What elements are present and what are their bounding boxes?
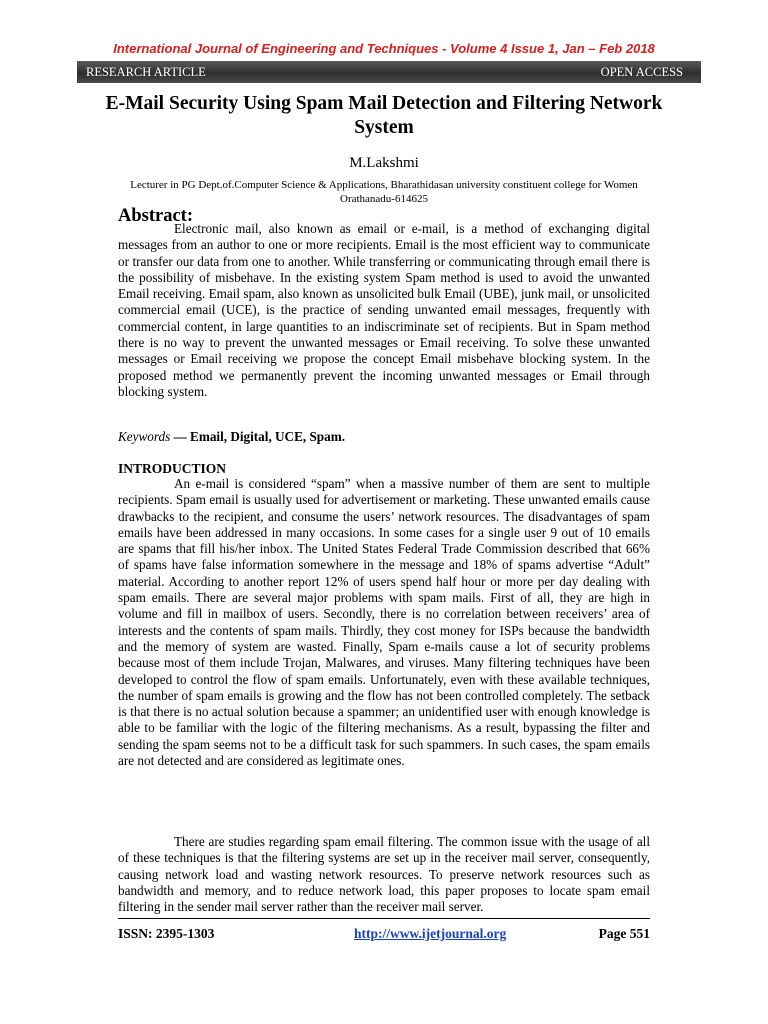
author-name: M.Lakshmi	[349, 155, 419, 171]
introduction-text-1: An e-mail is considered “spam” when a massive number of them are sent to multiple recipients. Spam email is usually used for advertisement or marketing. These unwanted emails cause drawbacks to the recipient, and consume the users’ network resources. The disadvantages of spam emails have been addressed in many occasions. In some cases for a single user 9 out of 10 emails are spams that fill his/her inbox. The United States Federal Trade Commission described that 66% of spams have false information somewhere in the message and 18% of spams advertise “Adult” material. According to another report 12% of users spend half hour or more per day dealing with spam emails. There are several major problems with spam mails. First of all, they are high in volume and fill in mailbox of users. Secondly, there is no correlation between receivers’ area of interests and the contents of spam mails. Thirdly, they cost money for ISPs because the bandwidth and the memory of system are wasted. Finally, Spam e-mails cause a lot of security problems because most of them include Trojan, Malwares, and viruses. Many filtering techniques have been developed to control the flow of spam emails. Unfortunately, even with these available techniques, the number of spam emails is growing and the flow has not been controlled completely. The setback is that there is no actual solution because a spammer; an unidentified user with enough knowledge is able to be familiar with the logic of the filtering mechanisms. As a result, bypassing the filter and sending the spam seems not to be a difficult task for such spammers. In such cases, the spam emails are not detected and are considered as legitimate ones.	[118, 476, 650, 769]
research-article-label: RESEARCH ARTICLE	[86, 65, 206, 79]
introduction-heading: INTRODUCTION	[118, 461, 227, 476]
introduction-paragraph-1	[118, 476, 650, 769]
article-type-band	[77, 61, 701, 83]
abstract-text: Electronic mail, also known as email or e-mail, is a method of exchanging digital messages from an author to one or more recipients. Email is the most efficient way to communicate or transfer our data from one to another. While transferring or communicating through email there is the possibility of misbehave. In the existing system Spam method is used to avoid the unwanted Email receiving. Email spam, also known as unsolicited bulk Email (UBE), junk mail, or unsolicited commercial email (UCE), is the practice of sending unwanted email messages, frequently with commercial content, in large quantities to an indiscriminate set of recipients. But in Spam method there is no way to prevent the unwanted messages or Email receiving. To solve these unwanted messages or Email receiving we propose the concept Email misbehave blocking system. In the proposed method we permanently prevent the incoming unwanted messages or Email through blocking system.	[118, 221, 650, 399]
abstract-body	[118, 221, 650, 400]
keywords-list: Email, Digital, UCE, Spam.	[190, 429, 346, 444]
footer-divider	[118, 918, 650, 919]
author-affiliation: Lecturer in PG Dept.of.Computer Science & Applications, Bharathidasan university constituent college for Women Orathanadu-614625	[130, 179, 638, 205]
keywords-dash: —	[170, 429, 191, 444]
page-number: Page 551	[598, 926, 650, 941]
abstract-heading: Abstract:	[118, 206, 194, 226]
introduction-paragraph-2	[118, 834, 650, 915]
keywords-line	[118, 429, 650, 445]
introduction-text-2: There are studies regarding spam email filtering. The common issue with the usage of all of these techniques is that the filtering systems are set up in the receiver mail server, consequently, causing network load and wasting network resources. To preserve network resources such as bandwidth and memory, and to reduce network load, this paper proposes to locate spam email filtering in the sender mail server rather than the receiver mail server.	[118, 834, 650, 915]
open-access-label: OPEN ACCESS	[600, 65, 683, 79]
page-footer	[118, 926, 650, 944]
paper-title: E-Mail Security Using Spam Mail Detection and Filtering Network System	[105, 93, 663, 138]
issn-number: ISSN: 2395-1303	[118, 926, 215, 941]
journal-website-link[interactable]: http://www.ijetjournal.org	[354, 926, 507, 941]
keywords-label: Keywords	[118, 429, 171, 444]
journal-header: International Journal of Engineering and Techniques - Volume 4 Issue 1, Jan – Feb 2018	[113, 41, 655, 56]
